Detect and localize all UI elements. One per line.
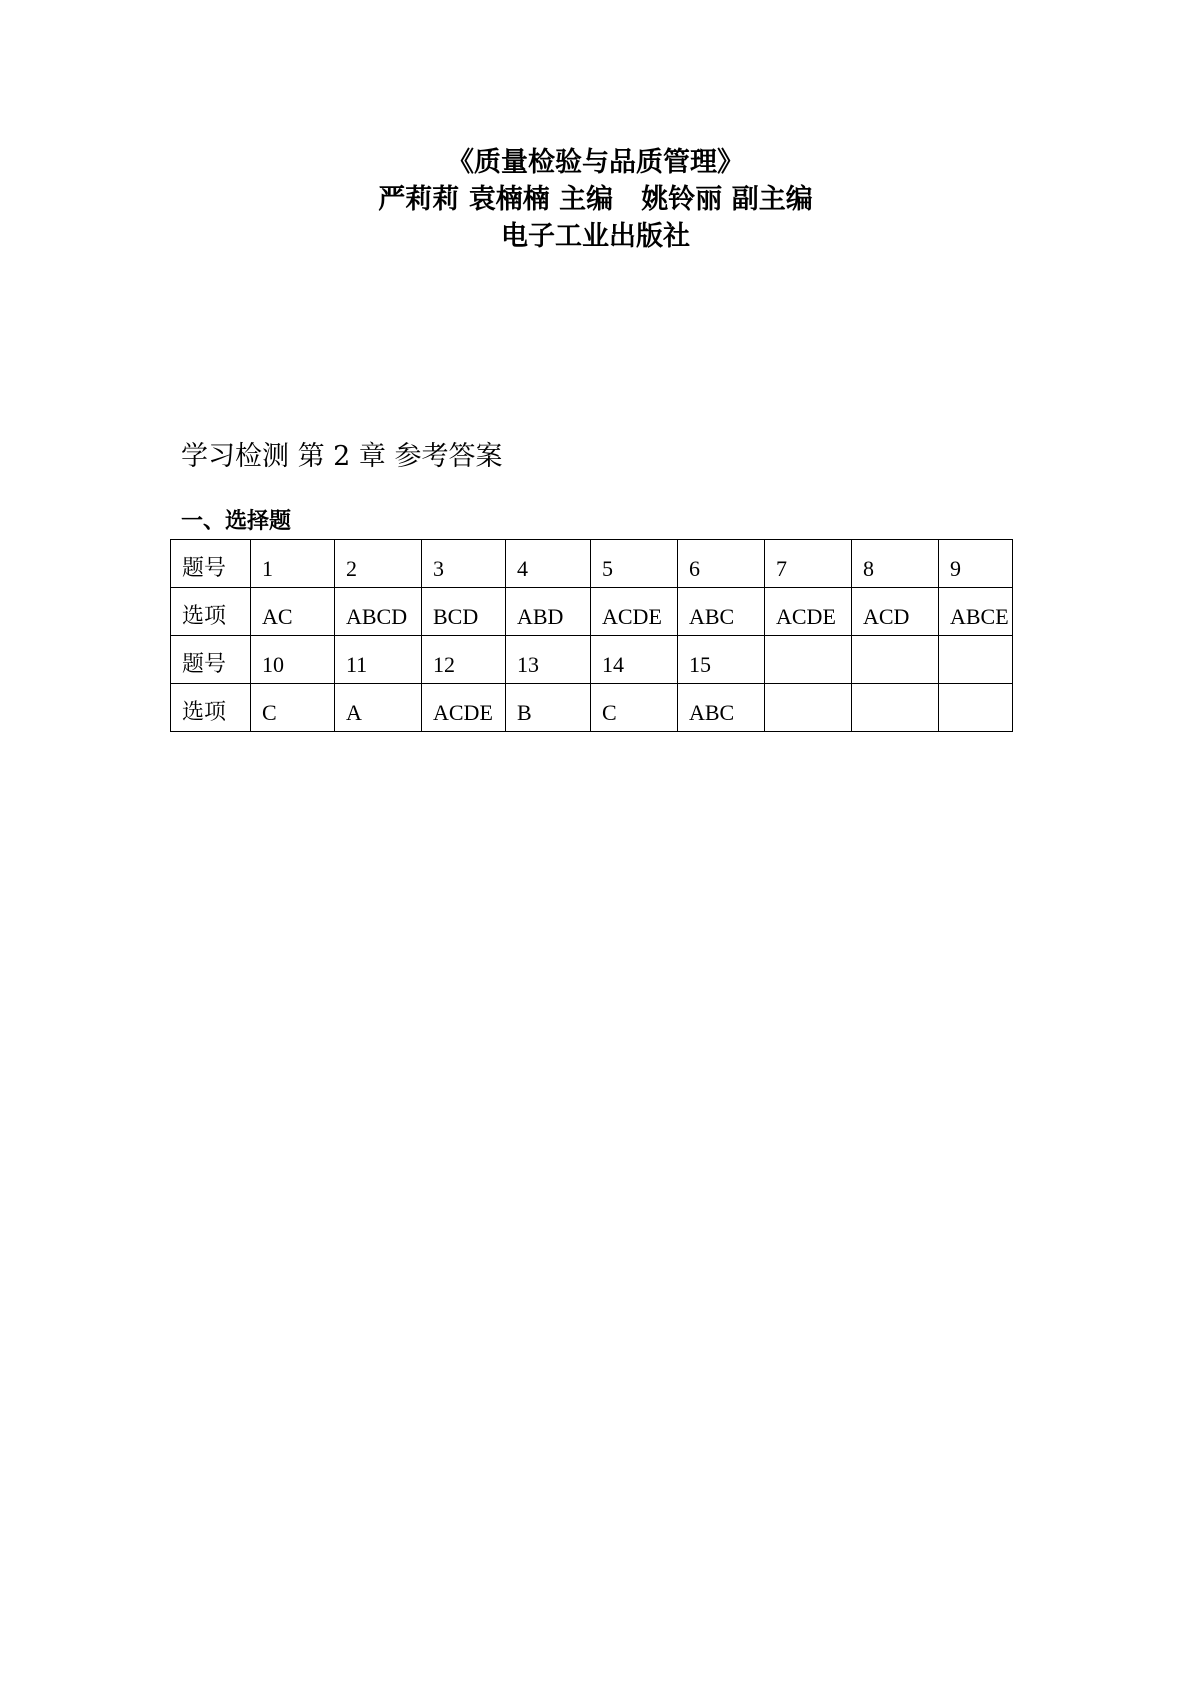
book-header — [0, 144, 1191, 255]
table-cell: 13 — [506, 636, 591, 684]
table-cell: ABC — [678, 684, 765, 732]
table-cell: 11 — [335, 636, 422, 684]
table-cell: ACDE — [765, 588, 852, 636]
table-cell: 2 — [335, 540, 422, 588]
book-publisher: 电子工业出版社 — [501, 221, 690, 252]
row-label-answer: 选项 — [171, 588, 251, 636]
table-cell — [852, 684, 939, 732]
table-cell: 6 — [678, 540, 765, 588]
table-cell — [852, 636, 939, 684]
table-cell: ACDE — [591, 588, 678, 636]
table-row — [171, 540, 1013, 588]
table-cell: 7 — [765, 540, 852, 588]
table-cell: 12 — [422, 636, 506, 684]
table-cell: 10 — [251, 636, 335, 684]
table-cell: ACD — [852, 588, 939, 636]
table-cell: 8 — [852, 540, 939, 588]
row-label-question-number: 题号 — [171, 540, 251, 588]
table-cell: 3 — [422, 540, 506, 588]
table-cell: BCD — [422, 588, 506, 636]
table-row — [171, 636, 1013, 684]
table-cell: ABD — [506, 588, 591, 636]
table-cell: ABCE — [939, 588, 1013, 636]
table-cell: 4 — [506, 540, 591, 588]
table-cell: ACDE — [422, 684, 506, 732]
table-cell: B — [506, 684, 591, 732]
book-editors: 严莉莉 袁楠楠 主编 姚铃丽 副主编 — [378, 184, 813, 215]
table-cell — [765, 684, 852, 732]
table-cell: ABC — [678, 588, 765, 636]
book-title: 《质量检验与品质管理》 — [447, 147, 744, 178]
section-title: 学习检测 第 2 章 参考答案 — [181, 441, 503, 472]
answer-table — [170, 539, 1013, 732]
table-cell: C — [251, 684, 335, 732]
table-row — [171, 588, 1013, 636]
subsection-title: 一、选择题 — [181, 509, 292, 534]
table-cell: 14 — [591, 636, 678, 684]
table-cell: AC — [251, 588, 335, 636]
table-cell — [939, 636, 1013, 684]
table-cell: 9 — [939, 540, 1013, 588]
table-cell — [765, 636, 852, 684]
table-cell: C — [591, 684, 678, 732]
table-cell: A — [335, 684, 422, 732]
table-row — [171, 684, 1013, 732]
row-label-answer: 选项 — [171, 684, 251, 732]
table-cell: ABCD — [335, 588, 422, 636]
table-cell: 1 — [251, 540, 335, 588]
table-cell: 5 — [591, 540, 678, 588]
table-cell: 15 — [678, 636, 765, 684]
row-label-question-number: 题号 — [171, 636, 251, 684]
table-cell — [939, 684, 1013, 732]
